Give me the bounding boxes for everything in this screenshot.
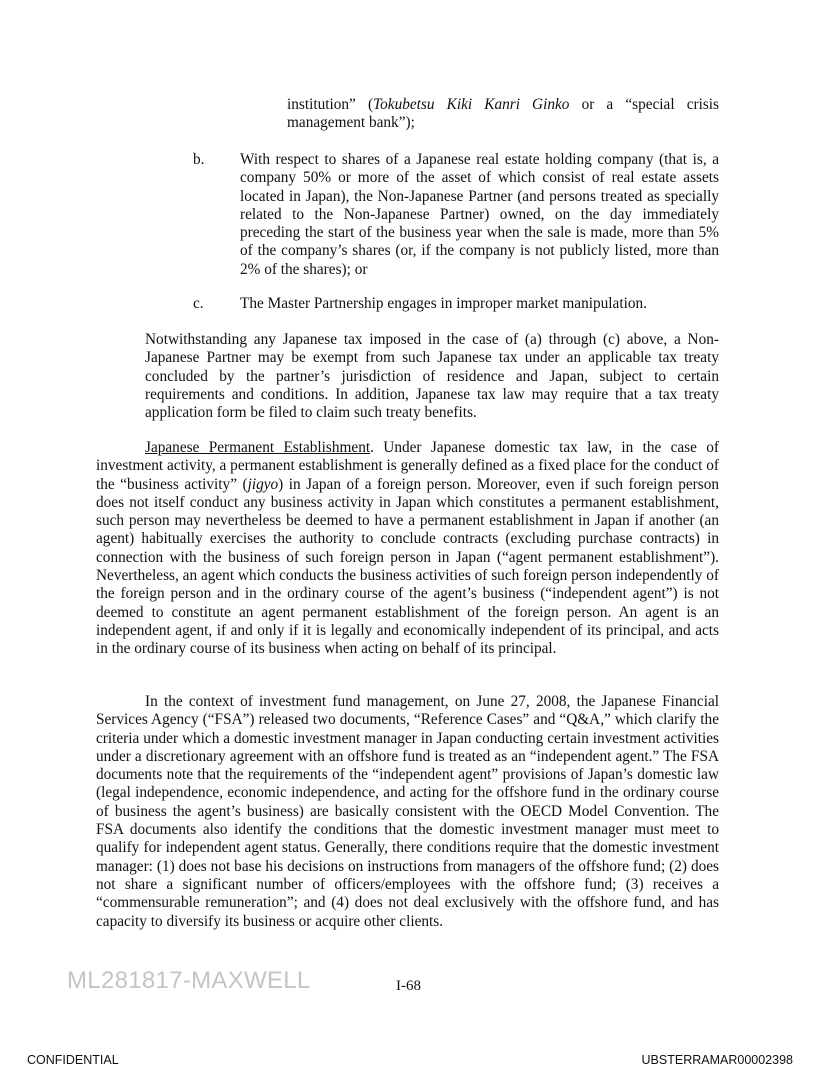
confidential-label: CONFIDENTIAL [27,1053,119,1067]
item-c-marker: c. [193,295,204,312]
item-c-text: The Master Partnership engages in improper market manipulation. [240,295,647,312]
italic-term: Tokubetsu Kiki Kanri Ginko [373,96,570,113]
permanent-establishment-paragraph: Japanese Permanent Establishment. Under Japanese domestic tax law, in the case of investment activity, a permanent establishment is generally defined as a fixed place for the conduct of the “business activity” (jigyo) in Japan of a foreign person. Moreover, even if such foreign person does not itself conduct any business activity in Japan which constitutes a permanent establishment, such person may nevertheless be deemed to have a permanent establishment in Japan if another (an agent) habitually exercises the authority to conclude contracts (excluding purchase contracts) in connection with the business of such foreign person in Japan (“agent permanent establishment”). Nevertheless, an agent which conducts the business activities of such foreign person independently of the foreign person and in the ordinary course of the agent’s business (“independent agent”) is not deemed to constitute an agent permanent establishment of the foreign person. An agent is an independent agent, if and only if it is legally and economically independent of its principal, and acts in the ordinary course of its business when acting on behalf of its principal. [96,439,720,658]
bates-number: UBSTERRAMAR00002398 [641,1053,793,1067]
italic-term: jigyo [247,475,279,493]
notwithstanding-paragraph: Notwithstanding any Japanese tax imposed in the case of (a) through (c) above, a Non-Japanese Partner may be exempt from such Japanese tax under an applicable tax treaty concluded by the partner’s jurisdiction of residence and Japan, subject to certain requirements and conditions. In addition, Japanese tax law may require that a tax treaty application form be filed to claim such treaty benefits. [145,331,719,422]
section-heading: Japanese Permanent Establishment [145,439,371,456]
item-b-text: With respect to shares of a Japanese real estate holding company (that is, a company 50% or more of the asset of which consist of real estate assets located in Japan), the Non-Japanese Partner (and persons treated as specially related to the Non-Japanese Partner) owned, on the day immediately preceding the start of the business year when the sale is made, more than 5% of the company’s shares (or, if the company is not publicly listed, more than 2% of the shares); or [240,151,719,278]
fsa-paragraph: In the context of investment fund management, on June 27, 2008, the Japanese Financial Services Agency (“FSA”) released two documents, “Reference Cases” and “Q&A,” which clarify the criteria under which a domestic investment manager in Japan conducting certain investment activities under a discretionary agreement with an offshore fund is treated as an “independent agent.” The FSA documents note that the requirements of the “independent agent” provisions of Japan’s domestic law (legal independence, economic independence, and acting for the offshore fund in the ordinary course of business the agent’s business) are basically consistent with the OECD Model Convention. The FSA documents also identify the conditions that the domestic investment manager must meet to qualify for independent agent status. Generally, there conditions require that the domestic investment manager: (1) does not base his decisions on instructions from managers of the offshore fund; (2) does not share a significant number of officers/employees with the offshore fund; (3) receives a “commensurable remuneration”; and (4) does not deal exclusively with the offshore fund, and has capacity to diversify its business or acquire other clients. [96,693,719,930]
page-number: I-68 [396,978,421,994]
item-b-marker: b. [193,151,205,168]
item-a-continuation: institution” (Tokubetsu Kiki Kanri Ginko or a “special crisis management bank”); [287,96,719,132]
watermark: ML281817-MAXWELL [67,967,311,994]
